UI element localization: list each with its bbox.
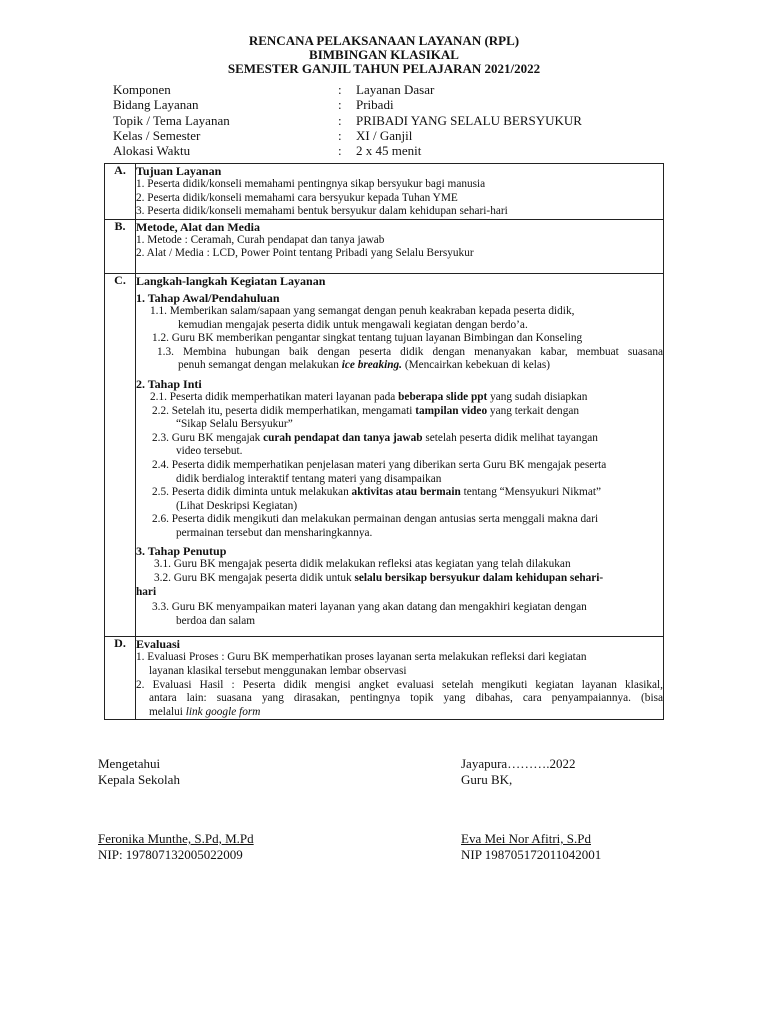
info-value: PRIBADI YANG SELALU BERSYUKUR — [356, 112, 582, 128]
list-item-continuation: didik berdialog interaktif tentang materi yang disampaikan — [176, 472, 442, 485]
section-title: Tujuan Layanan — [136, 164, 222, 178]
text-segment: melalui — [149, 705, 186, 718]
bold-segment: hari — [136, 585, 157, 598]
list-item: 1. Peserta didik/konseli memahami pentingnya sikap bersyukur bagi manusia — [136, 178, 486, 190]
list-item-continuation — [136, 359, 663, 373]
section-a — [105, 164, 664, 220]
list-item: 1.2. Guru BK memberikan pengantar singkat tentang tujuan layanan Bimbingan dan Konseling — [152, 332, 583, 345]
info-key: Bidang Layanan — [113, 97, 199, 113]
list-item — [136, 405, 663, 419]
info-key: Topik / Tema Layanan — [113, 112, 230, 128]
bold-segment: selalu bersikap bersyukur dalam kehidupan sehari- — [354, 572, 604, 585]
section-letter: B. — [105, 219, 136, 273]
list-item-continuation: video tersebut. — [176, 445, 243, 458]
section-title: Langkah-langkah Kegiatan Layanan — [136, 273, 326, 288]
list-item-continuation: “Sikap Selalu Bersyukur” — [176, 418, 293, 431]
info-colon: : — [338, 82, 342, 97]
list-item: 2.6. Peserta didik mengikuti dan melakukan permainan dengan antusias serta menggali makna dari — [152, 513, 599, 526]
list-item: 1. Evaluasi Proses : Guru BK memperhatikan proses layanan serta melakukan refleksi dari kegiatan — [136, 651, 587, 664]
section-d — [105, 637, 664, 720]
text-segment: 2.2. Setelah itu, peserta didik memperhatikan, mengamati — [152, 404, 416, 417]
text-segment: penuh semangat dengan melakukan — [178, 359, 342, 372]
list-item: 3.3. Guru BK menyampaikan materi layanan yang akan datang dan mengakhiri kegiatan dengan — [152, 601, 587, 614]
info-colon: : — [338, 143, 342, 159]
text-segment: (Mencairkan kebekuan di kelas) — [402, 359, 551, 372]
list-item-continuation — [136, 586, 663, 600]
section-content — [136, 219, 664, 273]
list-item: 1. Metode : Ceramah, Curah pendapat dan tanya jawab — [136, 233, 385, 246]
info-colon: : — [338, 97, 342, 113]
sig-left-nip: NIP: 197807132005022009 — [98, 847, 243, 862]
bold-segment: curah pendapat dan tanya jawab — [263, 431, 423, 444]
info-key: Alokasi Waktu — [113, 143, 191, 159]
info-key: Kelas / Semester — [113, 127, 201, 143]
text-segment: setelah peserta didik melihat tayangan — [422, 431, 598, 444]
text-segment: yang sudah disiapkan — [487, 390, 588, 403]
section-letter: C. — [105, 273, 136, 636]
list-item — [136, 486, 663, 500]
text-segment: tentang “Mensyukuri Nikmat” — [460, 486, 602, 499]
section-content — [136, 273, 664, 636]
sig-right-nip: NIP 198705172011042001 — [461, 847, 602, 862]
section-content — [136, 637, 664, 720]
list-item-continuation — [136, 706, 663, 720]
list-item: 2. Evaluasi Hasil : Peserta didik mengisi angket evaluasi setelah mengikuti kegiatan layanan klasikal, — [136, 678, 663, 691]
subsection-title-awal: 1. Tahap Awal/Pendahuluan — [136, 290, 280, 305]
section-title: Evaluasi — [136, 637, 181, 652]
list-item — [136, 391, 663, 405]
list-item: 2. Peserta didik/konseli memahami cara bersyukur kepada Tuhan YME — [136, 191, 458, 204]
text-segment: 2.3. Guru BK mengajak — [152, 431, 264, 444]
text-segment: 3.2. Guru BK mengajak peserta didik untuk — [154, 572, 355, 585]
list-item: 3.1. Guru BK mengajak peserta didik melakukan refleksi atas kegiatan yang telah dilakukan — [154, 558, 571, 571]
info-value: Layanan Dasar — [356, 82, 435, 97]
info-value: XI / Ganjil — [356, 127, 413, 143]
bold-segment: aktivitas atau bermain — [351, 486, 461, 499]
sig-left-name: Feronika Munthe, S.Pd, M.Pd — [98, 831, 254, 846]
list-item-continuation: permainan tersebut dan mensharingkannya. — [176, 526, 373, 539]
subsection-title-penutup: 3. Tahap Penutup — [136, 544, 227, 559]
info-key: Komponen — [113, 82, 171, 97]
list-item — [136, 346, 663, 360]
list-item: 1.1. Memberikan salam/sapaan yang semangat dengan penuh keakraban kepada peserta didik, — [150, 304, 575, 317]
list-item-continuation: berdoa dan salam — [176, 614, 256, 627]
list-item-continuation: kemudian mengajak peserta didik untuk mengawali kegiatan dengan berdo’a. — [178, 318, 528, 331]
list-item-continuation: antara lain: suasana yang dirasakan, pentingnya topik yang dibahas, cara penyampaiannya. (bisa — [149, 692, 663, 705]
bold-segment: beberapa slide ppt — [398, 390, 488, 403]
rpl-table — [104, 163, 664, 720]
list-item — [136, 572, 663, 586]
section-letter: D. — [105, 637, 136, 720]
bold-segment: tampilan video — [415, 404, 488, 417]
sig-left-label1: Mengetahui — [98, 756, 161, 771]
doc-title-line2: BIMBINGAN KLASIKAL — [309, 47, 459, 62]
list-item: 2. Alat / Media : LCD, Power Point tentang Pribadi yang Selalu Bersyukur — [136, 247, 474, 260]
section-title: Metode, Alat dan Media — [136, 219, 260, 234]
ice-breaking-emphasis: ice breaking. — [341, 359, 402, 372]
info-value: Pribadi — [356, 97, 394, 113]
section-b — [105, 219, 664, 273]
doc-title-line1: RENCANA PELAKSANAAN LAYANAN (RPL) — [248, 33, 520, 48]
list-item: 3. Peserta didik/konseli memahami bentuk bersyukur dalam kehidupan sehari-hari — [136, 205, 508, 218]
text-segment: yang terkait dengan — [487, 404, 580, 417]
subsection-title-inti: 2. Tahap Inti — [136, 376, 202, 391]
text-segment: 2.5. Peserta didik diminta untuk melakukan — [152, 486, 352, 499]
list-item-text: 1.3. Membina hubungan baik dengan peserta didik dengan menanyakan kabar, membuat suasana — [157, 345, 663, 358]
info-colon: : — [338, 127, 342, 143]
list-item — [136, 432, 663, 446]
info-value: 2 x 45 menit — [356, 143, 422, 159]
section-content — [136, 164, 664, 220]
list-item: 2.4. Peserta didik memperhatikan penjelasan materi yang diberikan serta Guru BK mengajak peserta — [152, 458, 607, 471]
sig-left-label2: Kepala Sekolah — [98, 772, 180, 787]
section-letter: A. — [105, 164, 136, 220]
text-segment: 2.1. Peserta didik memperhatikan materi layanan pada — [150, 390, 399, 403]
link-google-form-text: link google form — [185, 705, 261, 718]
list-item-continuation: (Lihat Deskripsi Kegiatan) — [176, 499, 298, 512]
doc-title-line3: SEMESTER GANJIL TAHUN PELAJARAN 2021/2022 — [227, 61, 541, 76]
list-item-continuation: layanan klasikal tersebut menggunakan lembar observasi — [149, 665, 407, 678]
sig-right-name: Eva Mei Nor Afitri, S.Pd — [461, 831, 591, 846]
sig-right-label1: Jayapura……….2022 — [461, 756, 576, 771]
sig-right-label2: Guru BK, — [461, 772, 513, 787]
info-colon: : — [338, 112, 342, 128]
section-c — [105, 273, 664, 636]
